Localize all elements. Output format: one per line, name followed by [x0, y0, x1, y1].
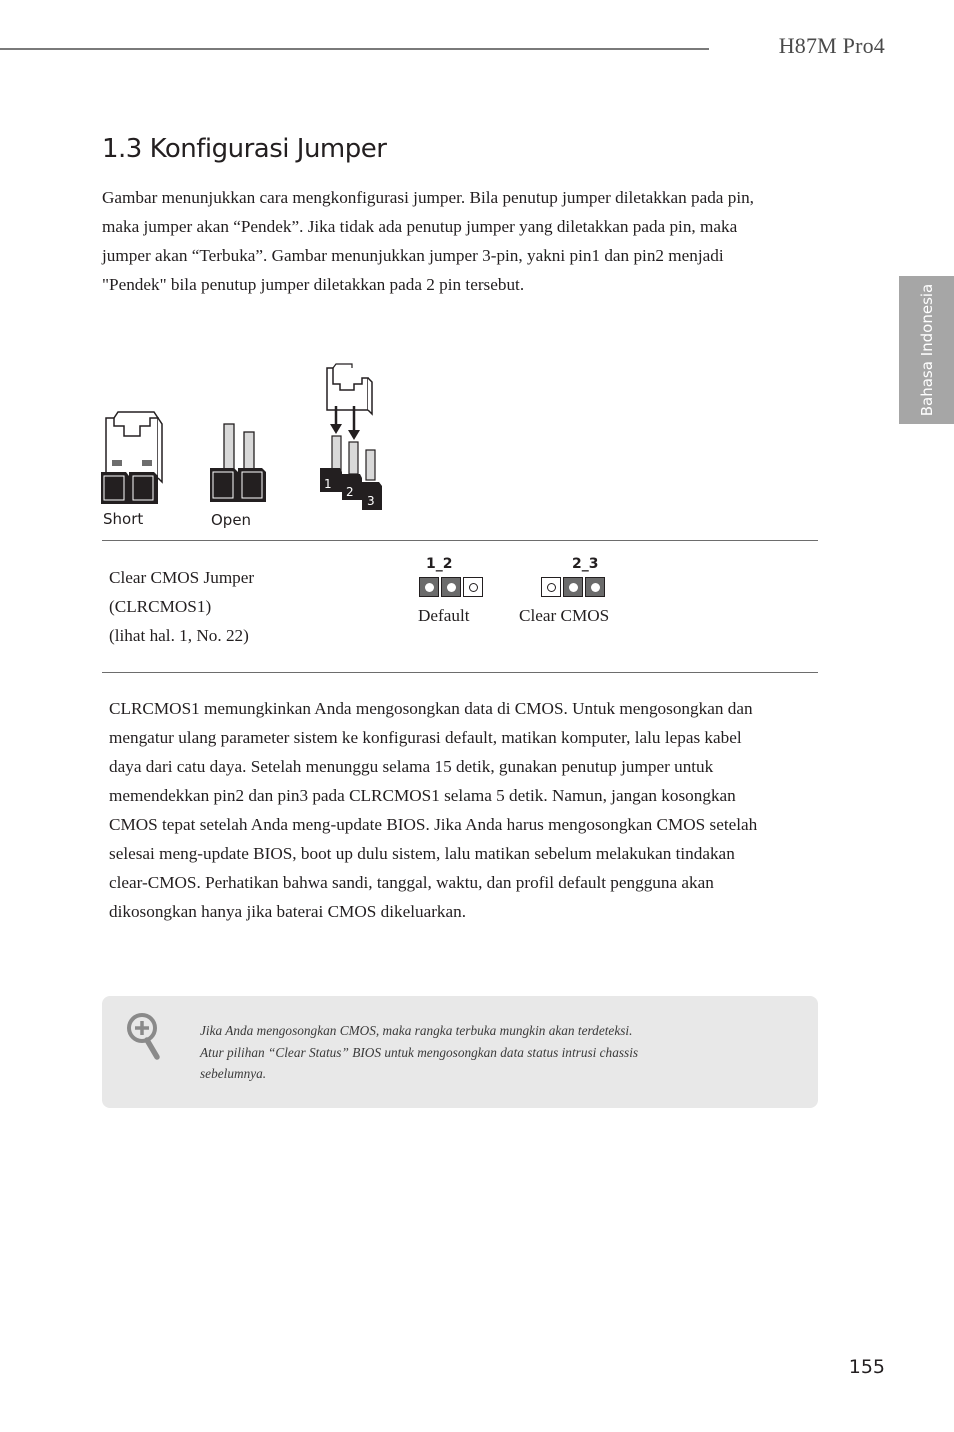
intro-paragraph: Gambar menunjukkan cara mengkonfigurasi jumper. Bila penutup jumper diletakkan pada pin, maka jumper akan “Pendek”. Jika tidak ada penutup jumper yang diletakkan pada pin, maka jumper akan “Terbuka”. Gambar menunjukkan jumper 3-pin, yakni pin1 dan pin2 menjadi "Pendek" bila penutup jumper diletakkan pada 2 pin tersebut. — [102, 188, 754, 294]
section-title: 1.3 Konfigurasi Jumper — [102, 134, 387, 164]
clear-pin-2 — [563, 577, 583, 597]
clear-pin-1 — [541, 577, 561, 597]
note-text — [200, 1020, 760, 1085]
default-caption: Default — [418, 606, 470, 625]
clear-pin-3 — [585, 577, 605, 597]
model-name: H87M Pro4 — [778, 33, 885, 58]
open-label: Open — [211, 511, 252, 529]
table-bottom-rule — [102, 672, 818, 673]
clear-pin-header — [541, 577, 607, 597]
language-tab-label: Bahasa Indonesia — [917, 283, 936, 417]
default-pin-3 — [463, 577, 483, 597]
pin-number-3: 3 — [367, 494, 375, 508]
jumper-name-cell — [109, 563, 254, 650]
clear-cmos-caption: Clear CMOS — [519, 606, 610, 625]
open-jumper-diagram — [210, 424, 266, 502]
note-box — [102, 996, 818, 1108]
note-line-1: Jika Anda mengosongkan CMOS, maka rangka terbuka mungkin akan terdeteksi. — [200, 1023, 633, 1038]
table-top-rule — [102, 540, 818, 541]
header-rule — [0, 48, 709, 50]
clrcmos-description: CLRCMOS1 memungkinkan Anda mengosongkan data di CMOS. Untuk mengosongkan dan mengatur ulang parameter sistem ke konfigurasi default, matikan komputer, lalu lepas kabel daya dari catu daya. Setelah menunggu selama 15 detik, gunakan penutup jumper untuk memendekkan pin2 dan pin3 pada CLRCMOS1 selama 5 detik. Namun, jangan kosongkan CMOS tepat setelah Anda meng-update BIOS. Jika Anda harus mengosongkan CMOS setelah selesai meng-update BIOS, boot up dulu sistem, lalu matikan sebelum melakukan tindakan clear-CMOS. Perhatikan bahwa sandi, tanggal, waktu, dan profil default pengguna akan dikosongkan hanya jika baterai CMOS dikeluarkan. — [109, 699, 758, 921]
pin-number-1: 1 — [324, 477, 332, 491]
default-pin-1 — [419, 577, 439, 597]
pin-number-2: 2 — [346, 485, 354, 499]
note-line-2: Atur pilihan “Clear Status” BIOS untuk mengosongkan data status intrusi chassis — [200, 1044, 639, 1060]
page-number: 155 — [848, 1356, 885, 1378]
short-jumper-diagram — [101, 412, 162, 504]
jumper-id-line: (CLRCMOS1) — [109, 597, 212, 616]
clear-pins-label: 2_3 — [572, 556, 599, 572]
magnifier-plus-icon — [124, 1012, 164, 1062]
jumper-name-line: Clear CMOS Jumper — [109, 568, 255, 587]
jumper-ref-line: (lihat hal. 1, No. 22) — [109, 626, 249, 645]
default-pins-label: 1_2 — [426, 556, 453, 572]
language-side-tab — [899, 276, 954, 424]
note-line-3: sebelumnya. — [200, 1066, 267, 1081]
short-label: Short — [103, 510, 144, 528]
default-pin-2 — [441, 577, 461, 597]
default-pin-header — [419, 577, 485, 597]
three-pin-jumper-diagram — [320, 364, 382, 510]
